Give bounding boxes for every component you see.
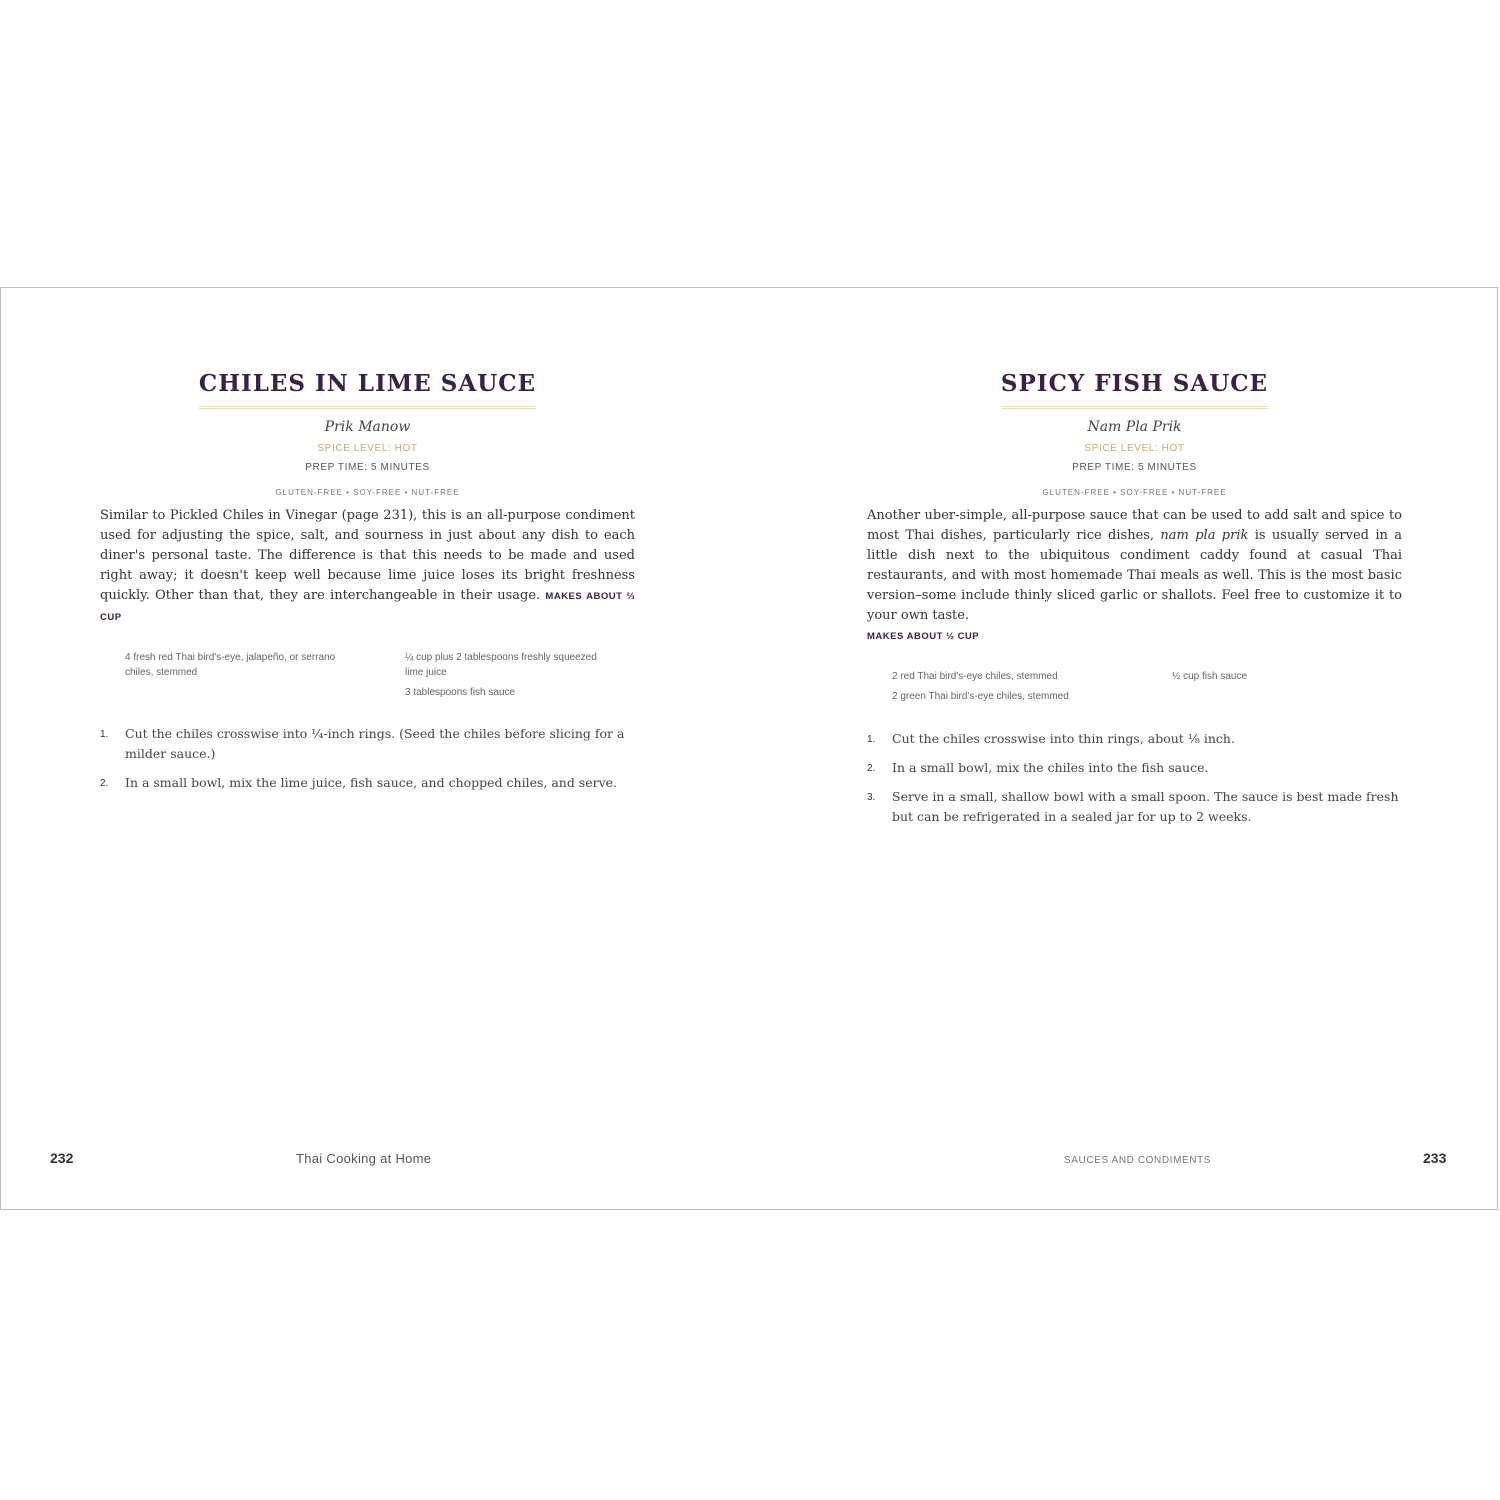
spice-level: SPICE LEVEL: HOT	[317, 442, 418, 454]
prep-time: PREP TIME: 5 MINUTES	[1072, 461, 1197, 473]
steps	[867, 729, 1402, 827]
ingredients-column-1	[892, 669, 1112, 709]
diet-tags: GLUTEN-FREE • SOY-FREE • NUT-FREE	[1042, 487, 1227, 497]
right-recipe	[867, 288, 1402, 836]
step	[100, 724, 635, 764]
prep-time: PREP TIME: 5 MINUTES	[305, 461, 430, 473]
intro-text: Another uber-simple, all-purpose sauce that can be used to add salt and spice to most Thai dishes, particularly rice dishes,	[867, 507, 1402, 543]
recipe-subtitle: Nam Pla Prik	[1087, 418, 1182, 435]
recipe-title: CHILES IN LIME SAUCE	[199, 370, 536, 409]
running-head-text: Thai Cooking at Home	[296, 1151, 432, 1166]
running-head	[1064, 1150, 1211, 1168]
step	[867, 787, 1402, 827]
step	[100, 773, 635, 793]
step	[867, 729, 1402, 749]
right-page	[750, 288, 1499, 1209]
running-head	[296, 1150, 431, 1168]
steps	[100, 724, 635, 793]
step-number: 1.	[100, 728, 109, 740]
ingredients-column-2	[405, 650, 605, 705]
step-number: 1.	[867, 733, 876, 745]
diet-tags: GLUTEN-FREE • SOY-FREE • NUT-FREE	[275, 487, 460, 497]
running-head-text: SAUCES AND CONDIMENTS	[1064, 1155, 1212, 1166]
step-text: Cut the chiles crosswise into thin rings, about ⅛ inch.	[892, 730, 1235, 746]
step	[867, 758, 1402, 778]
recipe-intro	[867, 506, 1402, 647]
yield: MAKES ABOUT ½ CUP	[867, 630, 980, 642]
step-text: Cut the chiles crosswise into ¼-inch rings. (Seed the chiles before slicing for a milder sauce.)	[125, 725, 625, 761]
ingredients	[125, 650, 605, 724]
intro-text-cont: is usually served in a little dish next to the ubiquitous condiment caddy found at casual Thai restaurants, and with most homemade Thai meals as well. This is the most basic version–some include thinly sliced garlic or shallots. Feel free to customize it to your own taste.	[867, 527, 1402, 623]
step-number: 2.	[867, 762, 876, 774]
ingredient: ½ cup fish sauce	[1172, 670, 1248, 682]
intro-text: Similar to Pickled Chiles in Vinegar (page 231), this is an all-purpose condiment used for adjusting the spice, salt, and sourness in just about any dish to each diner's personal taste. The difference is that this needs to be made and used right away; it doesn't keep well because lime juice loses its bright freshness quickly. Other than that, they are interchangeable in their usage.	[100, 507, 635, 603]
ingredient: 2 green Thai bird's-eye chiles, stemmed	[892, 690, 1069, 702]
spice-level: SPICE LEVEL: HOT	[1084, 442, 1185, 454]
page-number	[50, 1150, 73, 1168]
step-number: 3.	[867, 791, 876, 803]
yield: MAKES ABOUT ⅔ CUP	[100, 590, 636, 623]
ingredient: ¼ cup plus 2 tablespoons freshly squeezed lime juice	[405, 651, 597, 678]
step-text: In a small bowl, mix the chiles into the fish sauce.	[892, 759, 1209, 775]
page-number-text: 233	[1423, 1150, 1447, 1166]
left-page	[1, 288, 750, 1209]
step-text: Serve in a small, shallow bowl with a small spoon. The sauce is best made fresh but can be refrigerated in a sealed jar for up to 2 weeks.	[892, 788, 1399, 824]
ingredient: 4 fresh red Thai bird's-eye, jalapeño, or serrano chiles, stemmed	[125, 651, 336, 678]
step-number: 2.	[100, 777, 109, 789]
recipe-title: SPICY FISH SAUCE	[1001, 370, 1268, 409]
ingredient: 2 red Thai bird's-eye chiles, stemmed	[892, 670, 1058, 682]
ingredients-column-1	[125, 650, 345, 685]
left-recipe	[100, 288, 635, 802]
ingredients-column-2	[1172, 669, 1372, 689]
recipe-subtitle: Prik Manow	[324, 418, 411, 435]
ingredients	[892, 669, 1372, 729]
recipe-intro	[100, 506, 635, 628]
step-text: In a small bowl, mix the lime juice, fish sauce, and chopped chiles, and serve.	[125, 774, 618, 790]
page-number-text: 232	[50, 1150, 74, 1166]
book-spread	[0, 287, 1498, 1210]
intro-italic: nam pla prik	[1160, 527, 1249, 543]
ingredient: 3 tablespoons fish sauce	[405, 686, 516, 698]
page-number	[1423, 1150, 1446, 1168]
